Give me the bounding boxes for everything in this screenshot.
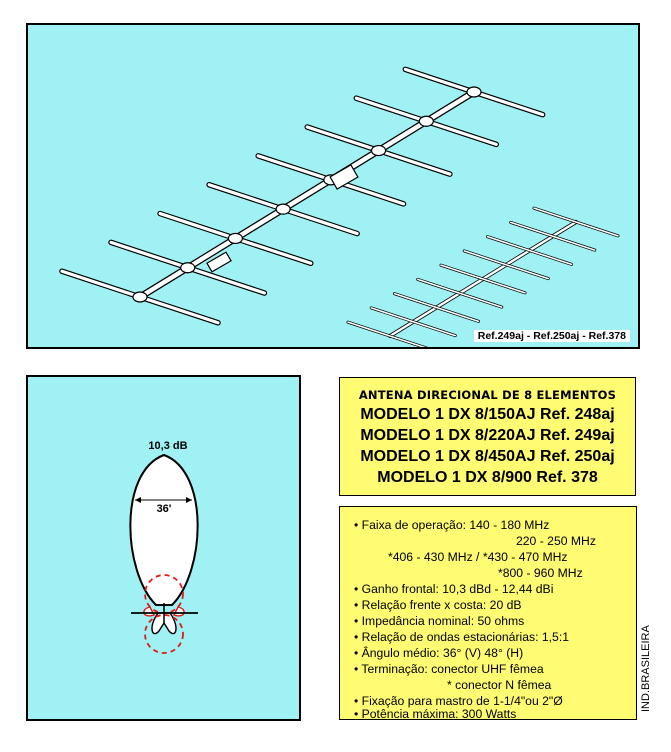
model-list: [340, 404, 635, 488]
spec-line: • Ganho frontal: 10,3 dBd - 12,44 dBi: [354, 582, 554, 596]
spec-line: *800 - 960 MHz: [498, 566, 583, 580]
spec-line: 220 - 250 MHz: [516, 534, 596, 548]
element-clamp: [181, 263, 195, 273]
small-antenna-element: [371, 308, 455, 336]
spec-line: • Relação frente x costa: 20 dB: [354, 598, 522, 612]
spec-line: • Terminação: conector UHF fêmea: [354, 662, 544, 676]
element-clamp: [133, 292, 147, 302]
reference-label: Ref.249aj - Ref.250aj - Ref.378: [474, 330, 630, 342]
small-antenna-drawing: [348, 208, 618, 347]
antenna-drawing: [28, 25, 638, 347]
small-antenna-element: [418, 279, 502, 307]
spec-line: • Potência máxima: 300 Watts: [354, 707, 517, 721]
specifications-box: [339, 506, 637, 720]
main-lobe: [130, 455, 197, 605]
gain-label: 10,3 dB: [148, 440, 188, 452]
spec-line: *406 - 430 MHz / *430 - 470 MHz: [388, 550, 568, 564]
radiation-pattern-diagram: [28, 377, 299, 719]
antenna-subtitle: ANTENA DIRECIONAL DE 8 ELEMENTOS: [358, 388, 617, 402]
small-antenna-element: [511, 222, 595, 250]
spec-line: • Fixação para mastro de 1-1/4"ou 2"Ø: [354, 694, 563, 708]
side-lobe-left: [144, 607, 154, 616]
element-clamp: [228, 233, 242, 243]
small-antenna-element: [488, 237, 572, 265]
element-clamp: [276, 204, 290, 214]
side-lobe-right: [174, 607, 184, 616]
antenna-illustration-panel: [26, 23, 640, 349]
spec-line: • Relação de ondas estacionárias: 1,5:1: [354, 630, 569, 644]
small-antenna-element: [464, 251, 548, 279]
spec-line: • Impedância nominal: 50 ohms: [354, 614, 525, 628]
manufacturer-credit: IND.BRASILEIRA: [640, 625, 652, 712]
model-title-box: [339, 377, 636, 496]
spec-line: • Faixa de operação: 140 - 180 MHz: [354, 518, 550, 532]
small-antenna-element: [395, 294, 479, 322]
model-line: MODELO 1 DX 8/150AJ Ref. 248aj: [360, 406, 615, 423]
spec-line: • Ângulo médio: 36° (V) 48° (H): [354, 646, 524, 660]
element-clamp: [419, 116, 433, 126]
model-line: MODELO 1 DX 8/220AJ Ref. 249aj: [360, 427, 615, 444]
spec-line: * conector N fêmea: [447, 678, 552, 692]
small-antenna-element: [441, 265, 525, 293]
model-line: MODELO 1 DX 8/450AJ Ref. 250aj: [360, 448, 615, 465]
model-line: MODELO 1 DX 8/900 Ref. 378: [377, 469, 598, 486]
element-clamp: [372, 146, 386, 156]
radiation-pattern-panel: [26, 375, 301, 721]
element-clamp: [467, 87, 481, 97]
small-antenna-element: [534, 208, 618, 236]
angle-label: 36': [156, 503, 172, 515]
